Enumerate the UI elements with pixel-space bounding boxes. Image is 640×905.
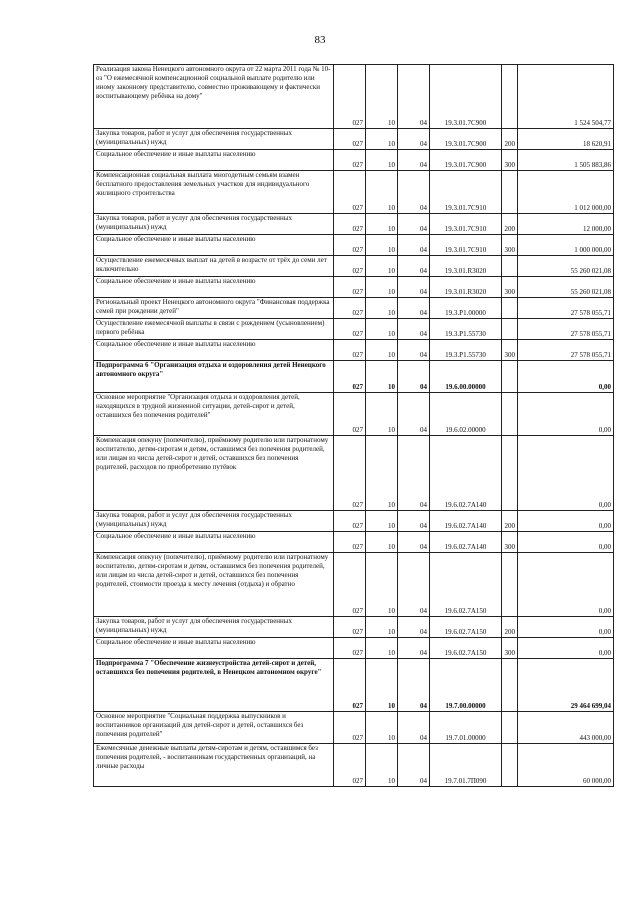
row-target-article-code: 19.3.01.7С900 bbox=[430, 150, 502, 171]
table-row bbox=[94, 511, 614, 532]
row-amount: 1 012 000,00 bbox=[518, 171, 614, 214]
row-expense-type-code bbox=[502, 744, 518, 787]
row-name: Закупка товаров, работ и услуг для обеспечения государственных (муниципальных) нужд bbox=[94, 617, 334, 638]
row-name: Закупка товаров, работ и услуг для обеспечения государственных (муниципальных) нужд bbox=[94, 511, 334, 532]
row-grbs-code: 027 bbox=[334, 393, 366, 436]
row-grbs-code: 027 bbox=[334, 744, 366, 787]
table-row bbox=[94, 277, 614, 298]
row-target-article-code: 19.6.02.7А140 bbox=[430, 436, 502, 511]
row-expense-type-code bbox=[502, 256, 518, 277]
row-subsection-code: 04 bbox=[398, 744, 430, 787]
row-grbs-code: 027 bbox=[334, 553, 366, 617]
row-subsection-code: 04 bbox=[398, 436, 430, 511]
table-row bbox=[94, 617, 614, 638]
row-amount: 1 524 504,77 bbox=[518, 65, 614, 129]
row-name: Компенсация опекуну (попечителю), приёмному родителю или патронатному воспитателю, детям-сиротам и детям, оставшимся без попечения родителей, или лицам из числа детей-сирот и детей, оставшихся без попечения родителей, стоимости проезда к месту лечения (отдыха) и обратно bbox=[94, 553, 334, 617]
row-amount: 0,00 bbox=[518, 532, 614, 553]
row-section-code: 10 bbox=[366, 65, 398, 129]
row-section-code: 10 bbox=[366, 744, 398, 787]
row-target-article-code: 19.3.P1.00000 bbox=[430, 298, 502, 319]
row-expense-type-code bbox=[502, 712, 518, 744]
row-subsection-code: 04 bbox=[398, 553, 430, 617]
row-name: Компенсация опекуну (попечителю), приёмному родителю или патронатному воспитателю, детям-сиротам и детям, оставшимся без попечения родителей, или лицам из числа детей-сирот и детей, оставшихся без попечения родителей, расходов по приобретению путёвок bbox=[94, 436, 334, 511]
row-amount: 27 578 055,71 bbox=[518, 319, 614, 340]
row-amount: 0,00 bbox=[518, 436, 614, 511]
row-expense-type-code bbox=[502, 298, 518, 319]
row-subsection-code: 04 bbox=[398, 532, 430, 553]
row-name: Закупка товаров, работ и услуг для обеспечения государственных (муниципальных) нужд bbox=[94, 129, 334, 150]
row-grbs-code: 027 bbox=[334, 712, 366, 744]
row-section-code: 10 bbox=[366, 214, 398, 235]
table-row bbox=[94, 298, 614, 319]
row-grbs-code: 027 bbox=[334, 361, 366, 393]
table-row bbox=[94, 340, 614, 361]
row-target-article-code: 19.3.01.7С900 bbox=[430, 65, 502, 129]
row-expense-type-code bbox=[502, 393, 518, 436]
row-target-article-code: 19.6.02.7А140 bbox=[430, 511, 502, 532]
row-target-article-code: 19.7.00.00000 bbox=[430, 659, 502, 712]
row-target-article-code: 19.6.00.00000 bbox=[430, 361, 502, 393]
row-grbs-code: 027 bbox=[334, 436, 366, 511]
table-row bbox=[94, 659, 614, 712]
row-target-article-code: 19.7.01.00000 bbox=[430, 712, 502, 744]
row-grbs-code: 027 bbox=[334, 617, 366, 638]
row-target-article-code: 19.6.02.00000 bbox=[430, 393, 502, 436]
row-section-code: 10 bbox=[366, 256, 398, 277]
row-grbs-code: 027 bbox=[334, 340, 366, 361]
row-name: Подпрограмма 7 "Обеспечение жизнеустройства детей-сирот и детей, оставшихся без попечения родителей, в Ненецком автономном округе" bbox=[94, 659, 334, 712]
row-amount: 1 000 000,00 bbox=[518, 235, 614, 256]
row-name: Социальное обеспечение и иные выплаты населению bbox=[94, 340, 334, 361]
table-row bbox=[94, 171, 614, 214]
table-row bbox=[94, 532, 614, 553]
row-subsection-code: 04 bbox=[398, 511, 430, 532]
page-number: 83 bbox=[314, 34, 326, 46]
row-target-article-code: 19.6.02.7А140 bbox=[430, 532, 502, 553]
row-expense-type-code: 300 bbox=[502, 235, 518, 256]
row-expense-type-code: 200 bbox=[502, 617, 518, 638]
row-expense-type-code bbox=[502, 65, 518, 129]
row-name: Закупка товаров, работ и услуг для обеспечения государственных (муниципальных) нужд bbox=[94, 214, 334, 235]
row-amount: 60 000,00 bbox=[518, 744, 614, 787]
row-grbs-code: 027 bbox=[334, 171, 366, 214]
row-section-code: 10 bbox=[366, 235, 398, 256]
row-section-code: 10 bbox=[366, 712, 398, 744]
row-amount: 0,00 bbox=[518, 617, 614, 638]
row-section-code: 10 bbox=[366, 617, 398, 638]
table-row bbox=[94, 744, 614, 787]
row-section-code: 10 bbox=[366, 129, 398, 150]
row-target-article-code: 19.6.02.7А150 bbox=[430, 617, 502, 638]
row-expense-type-code bbox=[502, 319, 518, 340]
table-row bbox=[94, 214, 614, 235]
row-expense-type-code: 300 bbox=[502, 277, 518, 298]
table-row bbox=[94, 235, 614, 256]
table-row bbox=[94, 319, 614, 340]
row-expense-type-code: 300 bbox=[502, 532, 518, 553]
row-amount: 1 505 883,86 bbox=[518, 150, 614, 171]
row-section-code: 10 bbox=[366, 340, 398, 361]
row-grbs-code: 027 bbox=[334, 511, 366, 532]
row-grbs-code: 027 bbox=[334, 638, 366, 659]
row-amount: 55 260 021,08 bbox=[518, 277, 614, 298]
row-subsection-code: 04 bbox=[398, 617, 430, 638]
row-section-code: 10 bbox=[366, 436, 398, 511]
row-subsection-code: 04 bbox=[398, 65, 430, 129]
table-row bbox=[94, 393, 614, 436]
row-section-code: 10 bbox=[366, 393, 398, 436]
row-grbs-code: 027 bbox=[334, 150, 366, 171]
row-subsection-code: 04 bbox=[398, 361, 430, 393]
row-name: Компенсационная социальная выплата многодетным семьям взамен бесплатного предоставления земельных участков для индивидуального жилищного строительства bbox=[94, 171, 334, 214]
row-target-article-code: 19.7.01.7П090 bbox=[430, 744, 502, 787]
table-row bbox=[94, 150, 614, 171]
row-amount: 443 000,00 bbox=[518, 712, 614, 744]
row-section-code: 10 bbox=[366, 511, 398, 532]
row-name: Региональный проект Ненецкого автономного округа "Финансовая поддержка семей при рождении детей" bbox=[94, 298, 334, 319]
row-section-code: 10 bbox=[366, 659, 398, 712]
row-expense-type-code: 200 bbox=[502, 511, 518, 532]
row-expense-type-code bbox=[502, 361, 518, 393]
table-row bbox=[94, 436, 614, 511]
row-grbs-code: 027 bbox=[334, 298, 366, 319]
row-subsection-code: 04 bbox=[398, 214, 430, 235]
row-section-code: 10 bbox=[366, 532, 398, 553]
row-section-code: 10 bbox=[366, 150, 398, 171]
row-target-article-code: 19.3.01.7С900 bbox=[430, 129, 502, 150]
budget-table bbox=[93, 64, 614, 787]
row-amount: 0,00 bbox=[518, 361, 614, 393]
row-amount: 0,00 bbox=[518, 638, 614, 659]
row-name: Социальное обеспечение и иные выплаты населению bbox=[94, 235, 334, 256]
table-row bbox=[94, 553, 614, 617]
table-row bbox=[94, 361, 614, 393]
row-expense-type-code: 300 bbox=[502, 150, 518, 171]
row-grbs-code: 027 bbox=[334, 277, 366, 298]
row-subsection-code: 04 bbox=[398, 256, 430, 277]
table-row bbox=[94, 256, 614, 277]
row-name: Реализация закона Ненецкого автономного округа от 22 марта 2011 года № 10-оз "О ежемесячной компенсационной социальной выплате родителю или иному законному представителю, совместно проживающему и фактически воспитывающему ребёнка на дому" bbox=[94, 65, 334, 129]
row-grbs-code: 027 bbox=[334, 319, 366, 340]
row-subsection-code: 04 bbox=[398, 393, 430, 436]
row-amount: 12 000,00 bbox=[518, 214, 614, 235]
row-section-code: 10 bbox=[366, 277, 398, 298]
row-expense-type-code bbox=[502, 436, 518, 511]
row-subsection-code: 04 bbox=[398, 319, 430, 340]
table-row bbox=[94, 712, 614, 744]
row-expense-type-code: 200 bbox=[502, 129, 518, 150]
row-subsection-code: 04 bbox=[398, 235, 430, 256]
row-amount: 0,00 bbox=[518, 553, 614, 617]
row-subsection-code: 04 bbox=[398, 638, 430, 659]
row-amount: 18 620,91 bbox=[518, 129, 614, 150]
row-grbs-code: 027 bbox=[334, 532, 366, 553]
row-name: Осуществление ежемесячных выплат на детей в возрасте от трёх до семи лет включительно bbox=[94, 256, 334, 277]
row-expense-type-code bbox=[502, 659, 518, 712]
table-row bbox=[94, 129, 614, 150]
row-subsection-code: 04 bbox=[398, 129, 430, 150]
row-subsection-code: 04 bbox=[398, 340, 430, 361]
row-name: Ежемесячные денежные выплаты детям-сиротам и детям, оставшимся без попечения родителей, - воспитанникам государственных организаций, на личные расходы bbox=[94, 744, 334, 787]
row-section-code: 10 bbox=[366, 553, 398, 617]
row-section-code: 10 bbox=[366, 319, 398, 340]
row-target-article-code: 19.6.02.7А150 bbox=[430, 553, 502, 617]
row-name: Социальное обеспечение и иные выплаты населению bbox=[94, 532, 334, 553]
row-grbs-code: 027 bbox=[334, 256, 366, 277]
row-amount: 0,00 bbox=[518, 511, 614, 532]
row-amount: 27 578 055,71 bbox=[518, 340, 614, 361]
row-expense-type-code bbox=[502, 171, 518, 214]
row-amount: 29 464 699,04 bbox=[518, 659, 614, 712]
row-grbs-code: 027 bbox=[334, 129, 366, 150]
row-expense-type-code: 300 bbox=[502, 638, 518, 659]
row-name: Основное мероприятие "Организация отдыха и оздоровления детей, находящихся в трудной жизненной ситуации, детей-сирот и детей, оставшихся без попечения родителей" bbox=[94, 393, 334, 436]
row-name: Осуществление ежемесячной выплаты в связи с рождением (усыновлением) первого ребёнка bbox=[94, 319, 334, 340]
row-name: Подпрограмма 6 "Организация отдыха и оздоровления детей Ненецкого автономного округа" bbox=[94, 361, 334, 393]
row-amount: 55 260 021,08 bbox=[518, 256, 614, 277]
row-subsection-code: 04 bbox=[398, 712, 430, 744]
row-target-article-code: 19.3.01.7С910 bbox=[430, 214, 502, 235]
row-name: Социальное обеспечение и иные выплаты населению bbox=[94, 277, 334, 298]
row-name: Основное мероприятие "Социальная поддержка выпускников и воспитанников организаций для детей-сирот и детей, оставшихся без попечения родителей" bbox=[94, 712, 334, 744]
row-grbs-code: 027 bbox=[334, 659, 366, 712]
row-target-article-code: 19.3.P1.55730 bbox=[430, 319, 502, 340]
row-target-article-code: 19.6.02.7А150 bbox=[430, 638, 502, 659]
table-row bbox=[94, 638, 614, 659]
row-amount: 27 578 055,71 bbox=[518, 298, 614, 319]
row-target-article-code: 19.3.01.R3020 bbox=[430, 277, 502, 298]
row-name: Социальное обеспечение и иные выплаты населению bbox=[94, 150, 334, 171]
row-target-article-code: 19.3.01.R3020 bbox=[430, 256, 502, 277]
row-subsection-code: 04 bbox=[398, 171, 430, 214]
row-section-code: 10 bbox=[366, 171, 398, 214]
row-expense-type-code: 200 bbox=[502, 214, 518, 235]
row-subsection-code: 04 bbox=[398, 298, 430, 319]
row-name: Социальное обеспечение и иные выплаты населению bbox=[94, 638, 334, 659]
row-subsection-code: 04 bbox=[398, 277, 430, 298]
row-subsection-code: 04 bbox=[398, 659, 430, 712]
row-expense-type-code: 300 bbox=[502, 340, 518, 361]
row-amount: 0,00 bbox=[518, 393, 614, 436]
row-section-code: 10 bbox=[366, 638, 398, 659]
row-grbs-code: 027 bbox=[334, 65, 366, 129]
row-grbs-code: 027 bbox=[334, 235, 366, 256]
table-row bbox=[94, 65, 614, 129]
row-grbs-code: 027 bbox=[334, 214, 366, 235]
row-subsection-code: 04 bbox=[398, 150, 430, 171]
row-target-article-code: 19.3.01.7С910 bbox=[430, 171, 502, 214]
row-expense-type-code bbox=[502, 553, 518, 617]
row-target-article-code: 19.3.P1.55730 bbox=[430, 340, 502, 361]
row-target-article-code: 19.3.01.7С910 bbox=[430, 235, 502, 256]
row-section-code: 10 bbox=[366, 298, 398, 319]
row-section-code: 10 bbox=[366, 361, 398, 393]
